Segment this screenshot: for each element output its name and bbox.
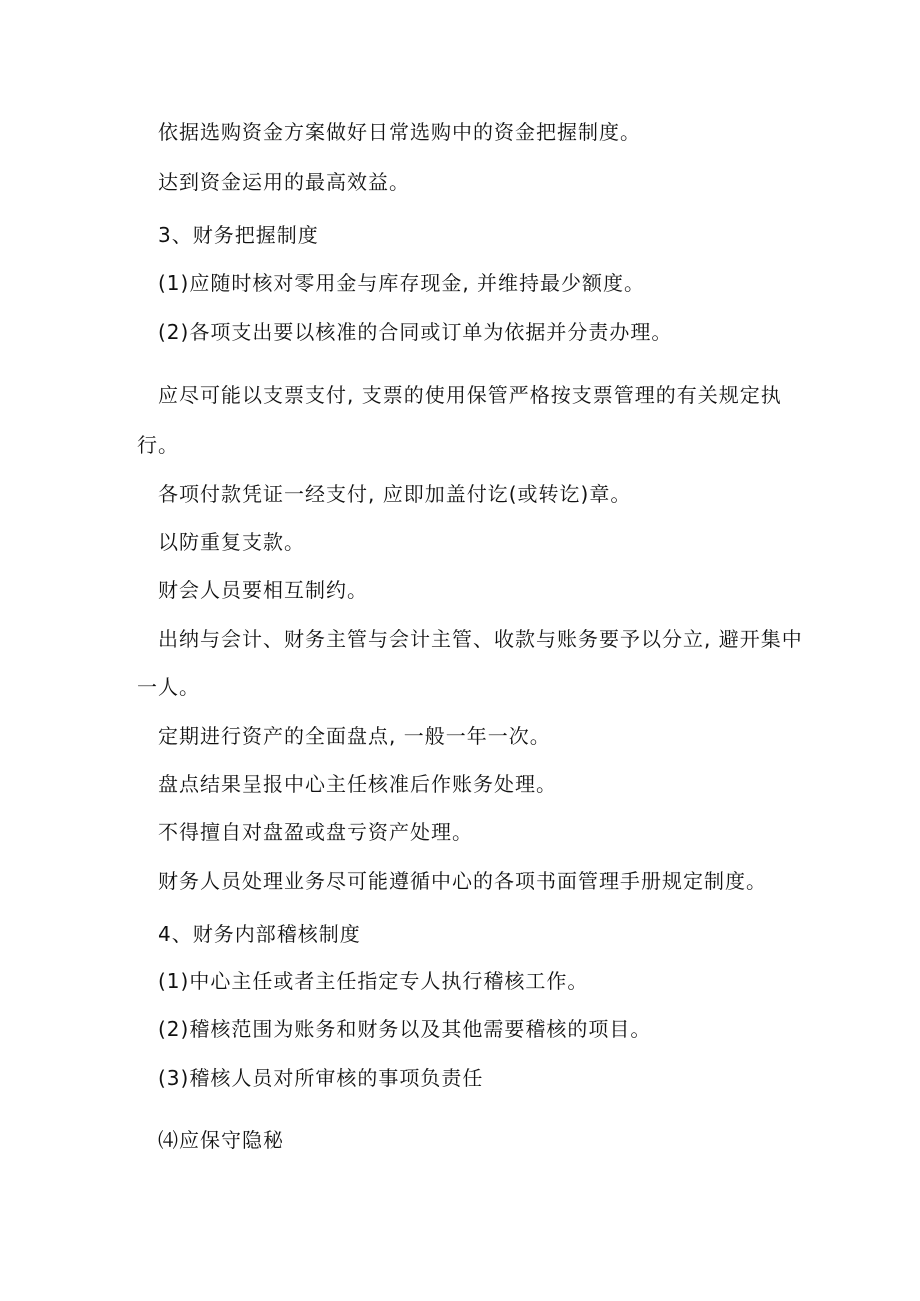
list-item: (1)应随时核对零用金与库存现金, 并维持最少额度。 bbox=[158, 271, 646, 295]
list-item: (1)中心主任或者主任指定专人执行稽核工作。 bbox=[158, 969, 589, 993]
text-line: 盘点结果呈报中心主任核准后作账务处理。 bbox=[158, 772, 557, 796]
list-item: (2)稽核范围为账务和财务以及其他需要稽核的项目。 bbox=[158, 1017, 652, 1041]
section-heading: 3、财务把握制度 bbox=[158, 223, 319, 247]
text-line: 出纳与会计、财务主管与会计主管、收款与账务要予以分立, 避开集中 bbox=[158, 627, 803, 651]
text-line: 行。 bbox=[137, 433, 179, 457]
text-line: 达到资金运用的最高效益。 bbox=[158, 170, 410, 194]
text-line: 依据选购资金方案做好日常选购中的资金把握制度。 bbox=[158, 120, 641, 144]
text-line: 财务人员处理业务尽可能遵循中心的各项书面管理手册规定制度。 bbox=[158, 869, 767, 893]
list-item: (3)稽核人员对所审核的事项负责任 bbox=[158, 1066, 484, 1090]
text-line: 财会人员要相互制约。 bbox=[158, 578, 368, 602]
text-line: 以防重复支款。 bbox=[158, 530, 305, 554]
text-line: 定期进行资产的全面盘点, 一般一年一次。 bbox=[158, 724, 551, 748]
list-item: (2)各项支出要以核准的合同或订单为依据并分责办理。 bbox=[158, 320, 673, 344]
text-line: 应尽可能以支票支付, 支票的使用保管严格按支票管理的有关规定执 bbox=[158, 383, 782, 407]
text-line: 各项付款凭证一经支付, 应即加盖付讫(或转讫)章。 bbox=[158, 482, 632, 506]
text-line: 一人。 bbox=[137, 675, 200, 699]
text-line: 不得擅自对盘盈或盘亏资产处理。 bbox=[158, 820, 473, 844]
list-item: ⑷应保守隐秘 bbox=[158, 1128, 284, 1152]
section-heading: 4、财务内部稽核制度 bbox=[158, 922, 361, 946]
